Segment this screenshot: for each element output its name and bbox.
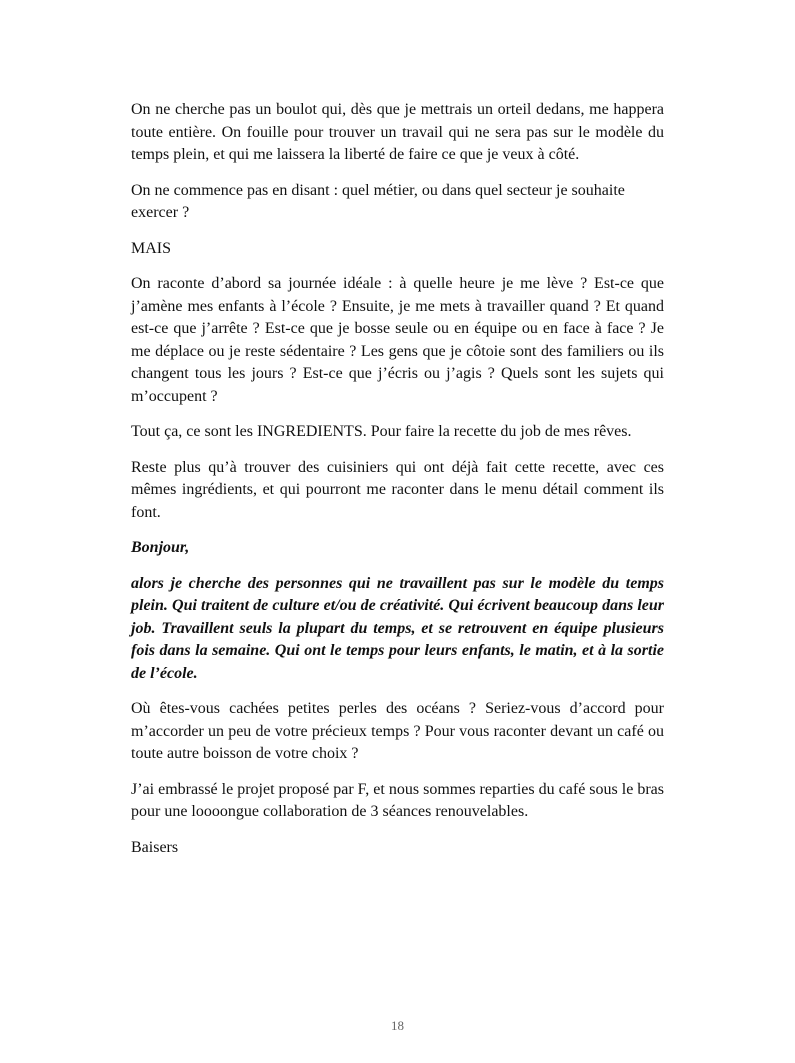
- document-body: [131, 99, 664, 872]
- paragraph-mais: MAIS: [131, 239, 172, 257]
- paragraph-bonjour: Bonjour,: [131, 539, 190, 556]
- paragraph-journee-ideale: On raconte d’abord sa journée idéale : à quelle heure je me lève ? Est-ce que j’amène mes enfants à l’école ? Ensuite, je me mets à travailler quand ? Et quand est-ce que j’arrête ? Est-ce que je bosse seule ou en équipe ou en face à face ? Je me déplace ou je reste sédentaire ? Les gens que je côtoie sont des familiers ou ils changent tous les jours ? Est-ce que j’écris ou j’agis ? Quels sont les sujets qui m’occupent ?: [131, 275, 664, 405]
- paragraph-projet: J’ai embrassé le projet proposé par F, et nous sommes reparties du café sous le bras pour une loooongue collaboration de 3 séances renouvelables.: [131, 780, 664, 820]
- paragraph-ingredients: Tout ça, ce sont les INGREDIENTS. Pour faire la recette du job de mes rêves.: [131, 423, 632, 440]
- paragraph-perles: Où êtes-vous cachées petites perles des océans ? Seriez-vous d’accord pour m’accorder un peu de votre précieux temps ? Pour vous raconter devant un café ou toute autre boisson de votre choix ?: [131, 700, 664, 762]
- paragraph-intro: On ne cherche pas un boulot qui, dès que je mettrais un orteil dedans, me happera toute entière. On fouille pour trouver un travail qui ne sera pas sur le modèle du temps plein, et qui me laissera la liberté de faire ce que je veux à côté.: [131, 101, 664, 163]
- paragraph-question: On ne commence pas en disant : quel métier, ou dans quel secteur je souhaite exercer ?: [131, 181, 625, 221]
- paragraph-baisers: Baisers: [131, 838, 179, 856]
- page-number: 18: [391, 1018, 404, 1033]
- paragraph-cuisiniers: Reste plus qu’à trouver des cuisiniers qui ont déjà fait cette recette, avec ces mêmes ingrédients, et qui pourront me raconter dans le menu détail comment ils font.: [131, 458, 664, 521]
- paragraph-recherche: alors je cherche des personnes qui ne travaillent pas sur le modèle du temps plein. Qui traitent de culture et/ou de créativité. Qui écrivent beaucoup dans leur job. Travaillent seuls la plupart du temps, et se retrouvent en équipe plusieurs fois dans la semaine. Qui ont le temps pour leurs enfants, le matin, et à la sortie de l’école.: [131, 574, 664, 682]
